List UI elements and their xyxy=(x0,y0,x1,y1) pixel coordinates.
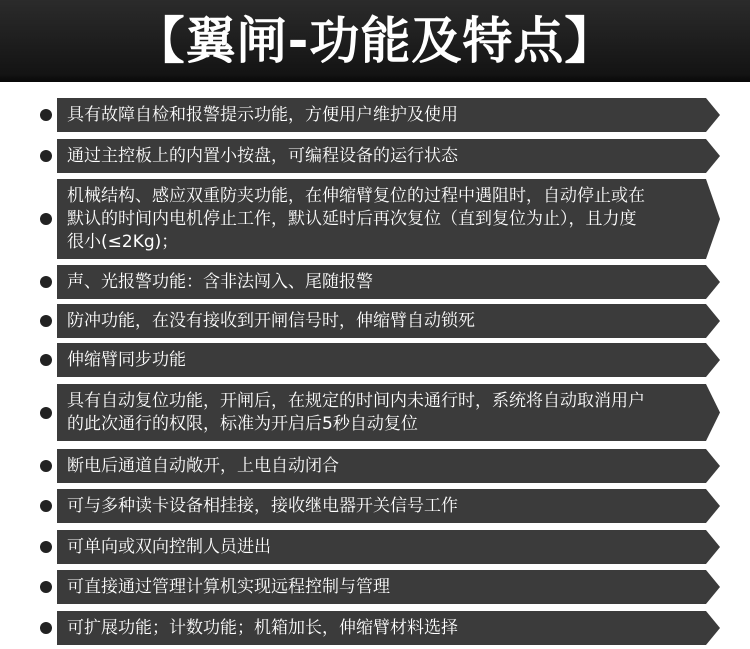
list-item-text: 防冲功能，在没有接收到开闸信号时，伸缩臂自动锁死 xyxy=(67,310,475,331)
bullet-dot-icon xyxy=(40,622,52,634)
bullet-dot-icon xyxy=(40,315,52,327)
list-item-text: 通过主控板上的内置小按盘，可编程设备的运行状态 xyxy=(67,145,458,166)
bullet-dot-icon xyxy=(40,581,52,593)
bullet-dot-icon xyxy=(40,460,52,472)
list-item xyxy=(40,611,720,645)
bullet-dot-icon xyxy=(40,109,52,121)
bullet-dot-icon xyxy=(40,541,52,553)
list-item-text: 可直接通过管理计算机实现远程控制与管理 xyxy=(67,576,390,597)
list-item-text: 可与多种读卡设备相挂接，接收继电器开关信号工作 xyxy=(67,495,458,516)
bullet-dot-icon xyxy=(40,500,52,512)
list-item xyxy=(40,489,720,523)
list-item-text: 可扩展功能；计数功能；机箱加长，伸缩臂材料选择 xyxy=(67,617,458,638)
list-item-text: 伸缩臂同步功能 xyxy=(67,349,186,370)
list-item xyxy=(40,449,720,483)
page-title: 【翼闸-功能及特点】 xyxy=(134,12,616,70)
list-item xyxy=(40,384,720,441)
list-item-text: 机械结构、感应双重防夹功能，在伸缩臂复位的过程中遇阻时，自动停止或在 默认的时间内电机停止工作，默认延时后再次复位（直到复位为止），且力度 很小(≤2Kg)； xyxy=(67,185,645,252)
list-item xyxy=(40,304,720,338)
list-item xyxy=(40,265,720,299)
list-item-text: 可单向或双向控制人员进出 xyxy=(67,536,271,557)
header-banner xyxy=(0,0,750,82)
list-item xyxy=(40,179,720,259)
list-item-text: 具有故障自检和报警提示功能，方便用户维护及使用 xyxy=(67,104,458,125)
bullet-dot-icon xyxy=(40,407,52,419)
list-item xyxy=(40,343,720,377)
bullet-dot-icon xyxy=(40,354,52,366)
list-item xyxy=(40,570,720,604)
list-item-text: 声、光报警功能：含非法闯入、尾随报警 xyxy=(67,271,373,292)
bullet-dot-icon xyxy=(40,150,52,162)
list-item xyxy=(40,98,720,132)
list-item xyxy=(40,530,720,564)
bullet-dot-icon xyxy=(40,213,52,225)
bullet-dot-icon xyxy=(40,276,52,288)
list-item-text: 具有自动复位功能，开闸后，在规定的时间内未通行时，系统将自动取消用户 的此次通行的权限，标准为开启后5秒自动复位 xyxy=(67,390,645,434)
list-item-text: 断电后通道自动敞开，上电自动闭合 xyxy=(67,455,339,476)
list-item xyxy=(40,139,720,173)
